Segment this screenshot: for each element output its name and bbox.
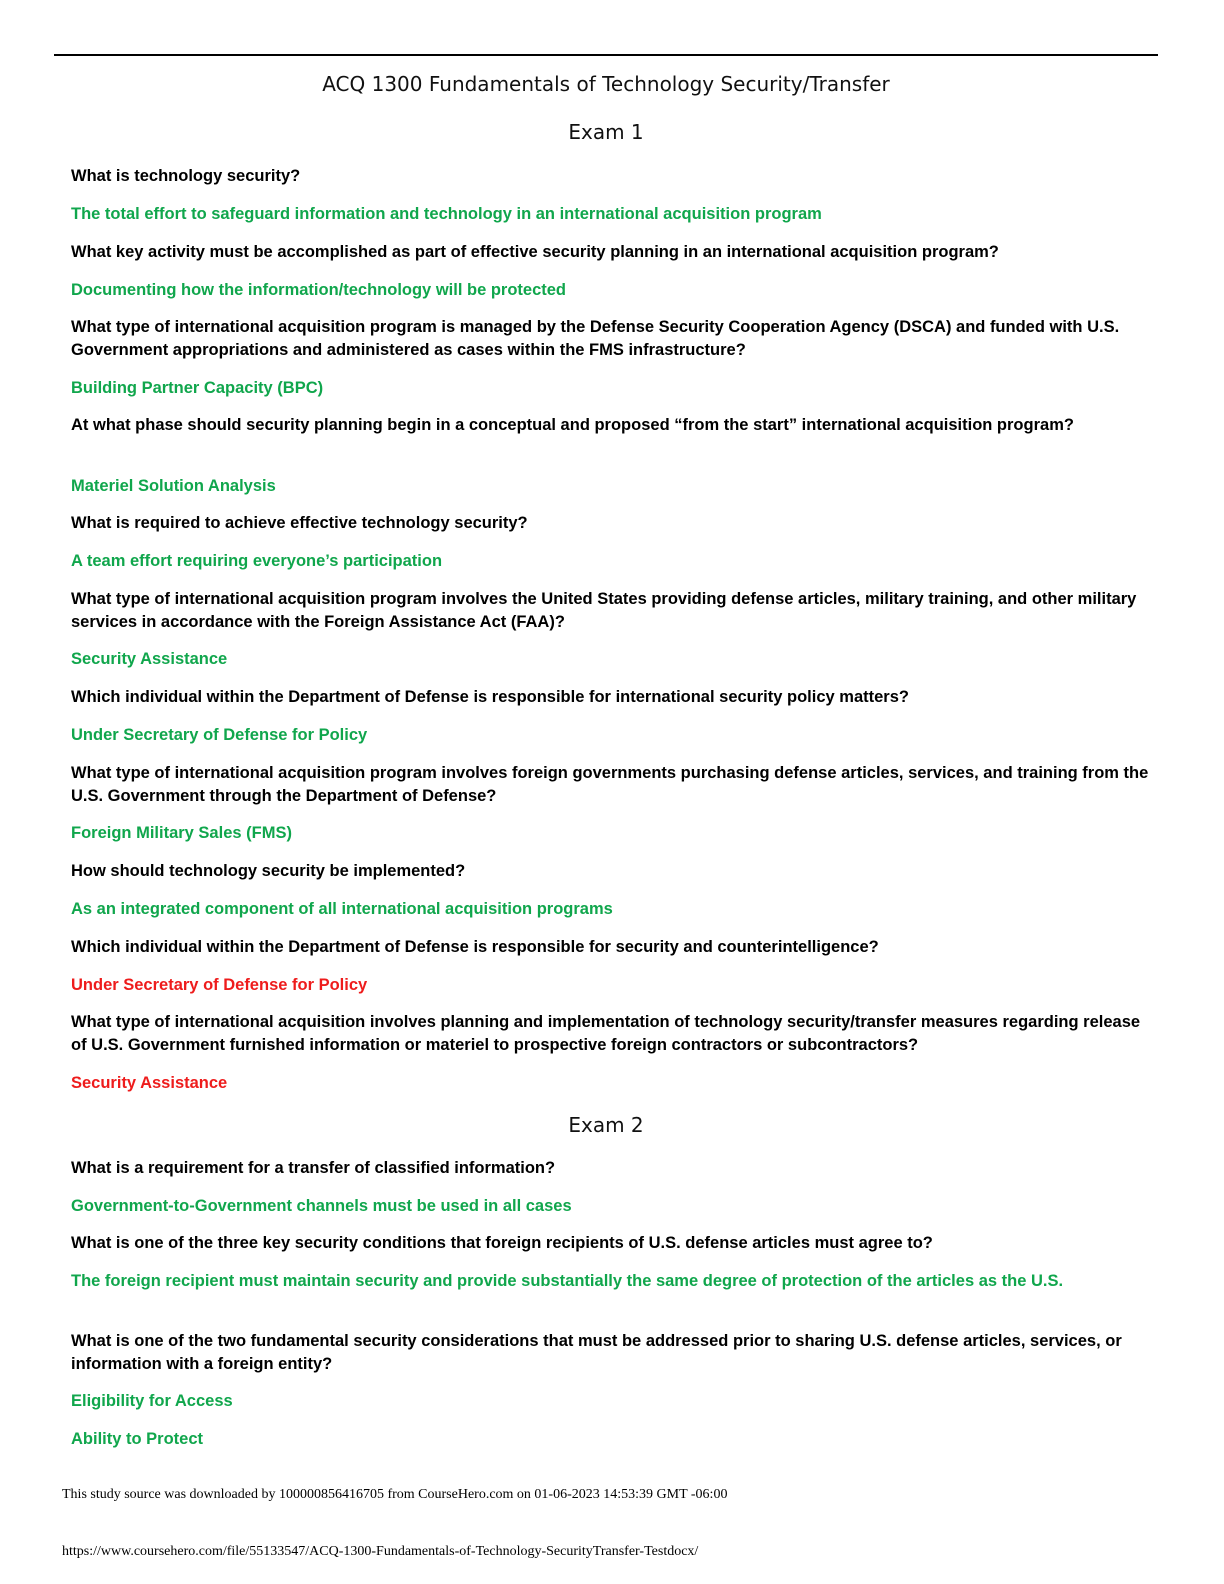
question: What key activity must be accomplished as part of effective security planning in an international acquisition program? bbox=[71, 243, 999, 261]
question: What type of international acquisition program is managed by the Defense Security Cooperation Agency (DSCA) and funded with U.S. Government appropriations and administered as cases within the FMS infrastructure? bbox=[71, 318, 1120, 359]
exam-2-heading: Exam 2 bbox=[568, 1113, 644, 1137]
source-note: This study source was downloaded by 100000856416705 from CourseHero.com on 01-06-2023 14:53:39 GMT -06:00 bbox=[62, 1487, 728, 1502]
answer-correct: Security Assistance bbox=[71, 650, 228, 668]
question: What is one of the three key security conditions that foreign recipients of U.S. defense articles must agree to? bbox=[71, 1234, 933, 1252]
answer-correct: Ability to Protect bbox=[71, 1430, 204, 1448]
answer-correct: Under Secretary of Defense for Policy bbox=[71, 726, 368, 744]
answer-correct: The total effort to safeguard information and technology in an international acquisition program bbox=[71, 205, 822, 223]
question: What type of international acquisition program involves foreign governments purchasing defense articles, services, and training from the U.S. Government through the Department of Defense? bbox=[71, 764, 1149, 805]
header-rule bbox=[54, 54, 1158, 56]
answer-correct: Foreign Military Sales (FMS) bbox=[71, 824, 292, 842]
answer-correct: Documenting how the information/technology will be protected bbox=[71, 281, 567, 299]
answer-correct: A team effort requiring everyone’s participation bbox=[71, 552, 443, 570]
answer-correct: Building Partner Capacity (BPC) bbox=[71, 379, 324, 397]
question: What is required to achieve effective technology security? bbox=[71, 514, 528, 532]
exam-1-heading: Exam 1 bbox=[568, 120, 644, 144]
question: What is technology security? bbox=[71, 167, 301, 185]
question: How should technology security be implemented? bbox=[71, 862, 466, 880]
question: What type of international acquisition program involves the United States providing defense articles, military training, and other military services in accordance with the Foreign Assistance Act (FAA)? bbox=[71, 590, 1137, 631]
answer-incorrect: Under Secretary of Defense for Policy bbox=[71, 976, 368, 994]
question: Which individual within the Department of Defense is responsible for international security policy matters? bbox=[71, 688, 909, 706]
question: What type of international acquisition involves planning and implementation of technology security/transfer measures regarding release of U.S. Government furnished information or materiel to prospective foreign contractors or subcontractors? bbox=[71, 1013, 1141, 1054]
answer-correct: Government-to-Government channels must be used in all cases bbox=[71, 1197, 572, 1215]
answer-correct: Materiel Solution Analysis bbox=[71, 477, 276, 495]
question: At what phase should security planning begin in a conceptual and proposed “from the start” international acquisition program? bbox=[71, 416, 1074, 434]
question: What is one of the two fundamental security considerations that must be addressed prior to sharing U.S. defense articles, services, or information with a foreign entity? bbox=[71, 1332, 1122, 1373]
answer-correct: Eligibility for Access bbox=[71, 1392, 233, 1410]
answer-correct: As an integrated component of all international acquisition programs bbox=[71, 900, 613, 918]
answer-correct: The foreign recipient must maintain security and provide substantially the same degree of protection of the articles as the U.S. bbox=[71, 1272, 1064, 1290]
document-title: ACQ 1300 Fundamentals of Technology Security/Transfer bbox=[322, 72, 890, 96]
question: What is a requirement for a transfer of classified information? bbox=[71, 1159, 556, 1177]
question: Which individual within the Department of Defense is responsible for security and counterintelligence? bbox=[71, 938, 879, 956]
source-url[interactable]: https://www.coursehero.com/file/55133547/ACQ-1300-Fundamentals-of-Technology-SecurityTransfer-Testdocx/ bbox=[62, 1544, 699, 1559]
answer-incorrect: Security Assistance bbox=[71, 1074, 228, 1092]
